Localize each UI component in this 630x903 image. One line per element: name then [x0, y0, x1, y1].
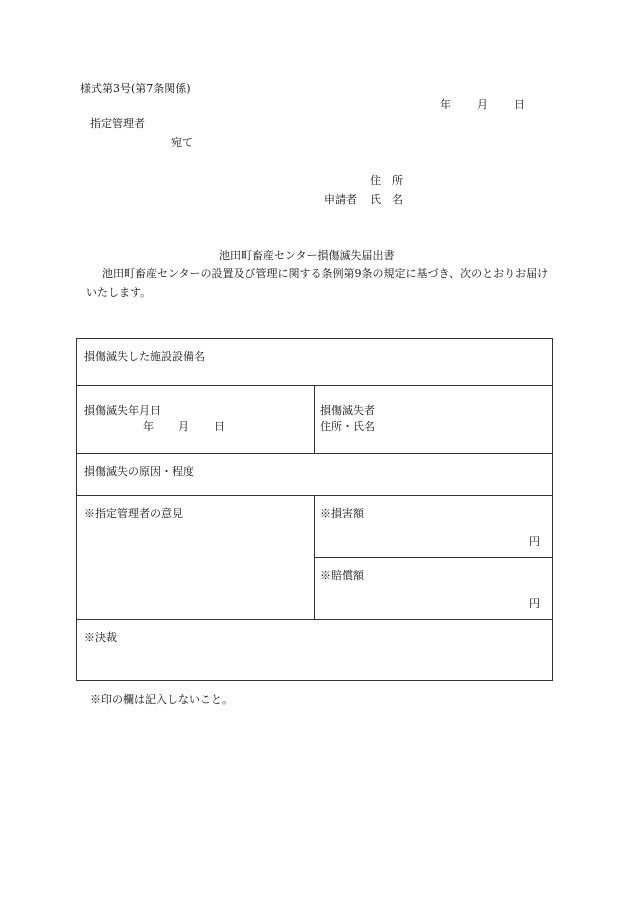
decision-cell[interactable]: [77, 620, 553, 681]
damage-amount-cell[interactable]: [315, 496, 553, 558]
facility-name-label: 損傷滅失した施設設備名: [84, 350, 205, 363]
damage-amount-unit: 円: [529, 535, 540, 548]
loss-date-year: 年: [143, 420, 154, 433]
date-month-label: 月: [477, 98, 488, 111]
applicant-name-label: 氏 名: [370, 193, 403, 206]
loss-date-day: 日: [214, 420, 225, 433]
loss-date-month: 月: [178, 420, 189, 433]
manager-opinion-label: ※指定管理者の意見: [84, 507, 183, 520]
document-title: 池田町畜産センター損傷滅失届出書: [219, 249, 395, 262]
damage-amount-label: ※損害額: [320, 507, 364, 520]
date-year-label: 年: [440, 98, 451, 111]
applicant-label: 申請者: [324, 193, 357, 206]
compensation-unit: 円: [529, 597, 540, 610]
compensation-cell[interactable]: [315, 558, 553, 620]
body-paragraph: [86, 264, 556, 302]
facility-name-cell[interactable]: [77, 339, 553, 386]
form-number: 様式第3号(第7条関係): [80, 82, 191, 95]
applicant-address-label: 住 所: [370, 174, 403, 187]
cause-cell[interactable]: [77, 454, 553, 496]
loss-person-label: 損傷滅失者: [320, 404, 375, 417]
loss-date-label: 損傷滅失年月日: [84, 404, 161, 417]
addressee-manager: 指定管理者: [90, 117, 145, 130]
cause-label: 損傷滅失の原因・程度: [84, 465, 194, 478]
loss-person-cell[interactable]: [315, 386, 553, 454]
report-form-table: [76, 338, 553, 681]
manager-opinion-cell[interactable]: [77, 496, 315, 620]
loss-date-cell[interactable]: [77, 386, 315, 454]
addressee-honorific: 宛て: [171, 136, 193, 149]
compensation-label: ※賠償額: [320, 569, 364, 582]
body-text: 池田町畜産センターの設置及び管理に関する条例第9条の規定に基づき、次のとおりお届けいたします。: [86, 267, 549, 299]
footnote: ※印の欄は記入しないこと。: [90, 693, 233, 706]
date-day-label: 日: [514, 98, 525, 111]
decision-label: ※決裁: [84, 631, 117, 644]
loss-person-sub: 住所・氏名: [320, 420, 375, 433]
